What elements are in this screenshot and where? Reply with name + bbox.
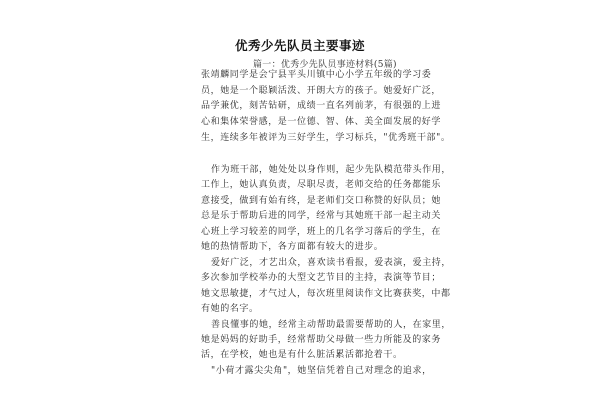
paragraph-line: 总是乐于帮助后进的同学，经常与其她班干部一起主动关 (201, 211, 442, 221)
paragraph-line: 心和集体荣誉感，是一位德、智、体、美全面发展的好学 (201, 117, 442, 127)
paragraph-line: 善良懂事的她，经常主动帮助最需要帮助的人，在家里， (211, 320, 452, 330)
paragraph-line: 品学兼优，刻苦钻研，成绩一直名列前茅，有很强的上进 (201, 101, 442, 111)
paragraph-line: 心班上学习较差的同学，班上的几名学习落后的学生，在 (201, 227, 442, 237)
paragraph-line: 工作上，她认真负责，尽职尽责，老师交给的任务都能乐 (201, 180, 442, 190)
document-title: 优秀少先队员主要事迹 (234, 38, 365, 53)
paragraph-line: 爱好广泛，才艺出众，喜欢读书看报，爱表演，爱主持， (211, 258, 452, 268)
paragraph-line: 多次参加学校举办的大型文艺节目的主持，表演等节目； (201, 273, 442, 283)
paragraph-line: 活，在学校，她也是有什么脏活累活都抢着干。 (201, 350, 403, 360)
paragraph-line: 作为班干部，她处处以身作则，起少先队模范带头作用， (211, 165, 452, 175)
paragraph-line: 意接受，做到有始有终，是老师们交口称赞的好队员；她 (201, 196, 442, 206)
document-subtitle: 篇一：优秀少先队员事迹材料(5篇) (253, 60, 397, 70)
paragraph-line: "小荷才露尖尖角"，她坚信凭着自己对理念的追求， (211, 366, 432, 376)
paragraph-line: 生，连续多年被评为三好学生，学习标兵，"优秀班干部"。 (201, 133, 451, 143)
paragraph-line: 她的热情帮助下，各方面都有较大的进步。 (201, 242, 384, 252)
paragraph-line: 张靖麟同学是会宁县平头川镇中心小学五年级的学习委 (201, 70, 432, 80)
paragraph-line: 她文思敏捷，才气过人，每次班里阅读作文比赛获奖，中都 (201, 289, 451, 299)
paragraph-line: 她是妈妈的好助手，经常帮助父母做一些力所能及的家务 (201, 335, 442, 345)
paragraph-line: 有她的名字。 (201, 304, 259, 314)
paragraph-line: 员，她是一个聪颖活泼、开朗大方的孩子。她爱好广泛， (201, 86, 442, 96)
